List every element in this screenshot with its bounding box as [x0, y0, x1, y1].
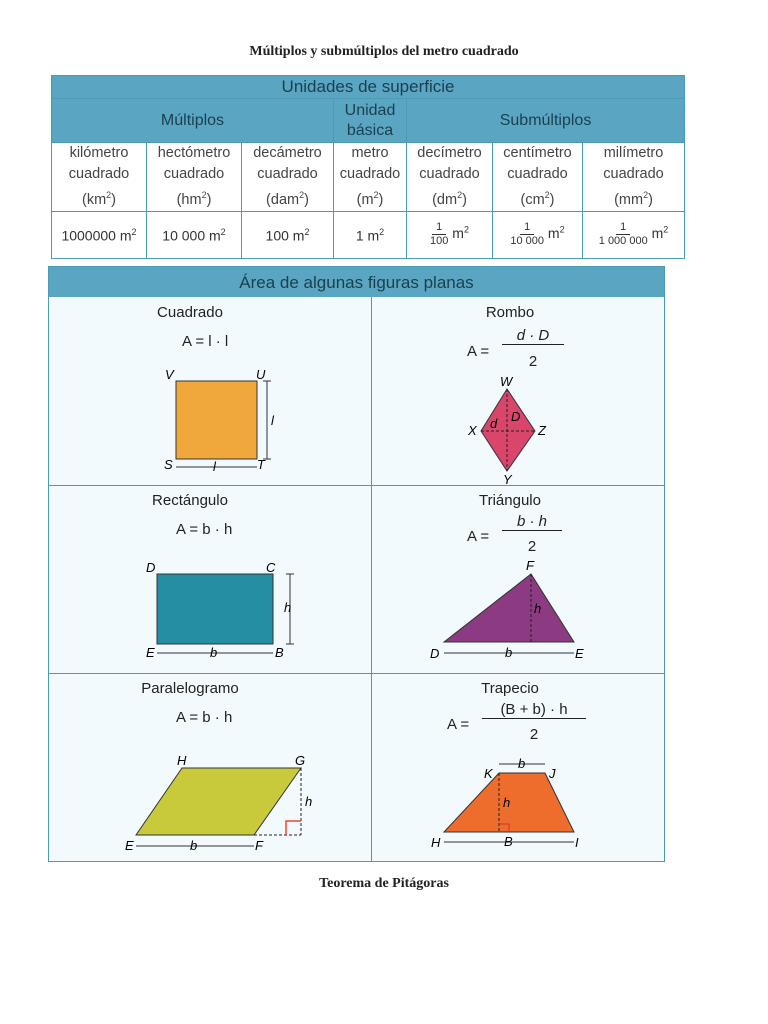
unit-name: hectómetro: [157, 145, 231, 161]
rhombus-label-d: d: [490, 416, 498, 431]
parallelogram-h-label: h: [305, 794, 313, 809]
trapezoid-label-j: J: [549, 766, 556, 781]
unit-name: decímetro: [417, 145, 482, 161]
areas-panel: [48, 266, 665, 862]
rectangle-b-label: b: [210, 645, 218, 660]
trapezoid-numerator: (B + b) · h: [482, 701, 586, 719]
unit-abbr: $(m^2)$: [356, 190, 384, 208]
square-label-s: S: [164, 457, 173, 472]
trapezoid-denominator: 2: [529, 726, 539, 743]
parallelogram-label-h: H: [177, 753, 187, 768]
unit-name-2: cuadrado: [68, 166, 130, 182]
triangle-label-f: F: [526, 558, 534, 573]
square-label-v: V: [165, 367, 174, 382]
unit-abbr: $(mm^2)$: [614, 190, 653, 208]
unit-names-row: [52, 143, 685, 212]
rectangle-label-e: E: [146, 645, 155, 660]
rhombus-label-y: Y: [503, 472, 512, 485]
parallelogram-formula: A = b · h: [176, 709, 233, 726]
unit-value: 1000000 m: [61, 227, 132, 244]
basic-unit-header: Unidad básica: [334, 99, 407, 143]
unit-value: 10 000 m: [162, 227, 221, 244]
rectangle-label-b-point: B: [275, 645, 284, 660]
triangle-name: Triángulo: [479, 492, 541, 509]
unit-name-2: cuadrado: [419, 166, 480, 182]
unit-name: centímetro: [503, 145, 572, 161]
unit-name: kilómetro: [69, 145, 129, 161]
triangle-b-label: b: [505, 645, 513, 660]
parallelogram-figure: [49, 674, 371, 862]
trapezoid-b-label: b: [518, 756, 526, 771]
unit-name-cell: [583, 143, 685, 212]
rhombus-name: Rombo: [485, 304, 535, 321]
rectangle-formula: A = b · h: [176, 521, 233, 538]
unit-fraction: $\frac{1}{10 000}$: [510, 221, 545, 248]
triangle-shape: [444, 574, 574, 642]
unit-value: 1 m: [355, 227, 380, 244]
unit-name-cell: [493, 143, 583, 212]
unit-name: decámetro: [253, 145, 322, 161]
rectangle-name: Rectángulo: [152, 492, 228, 509]
unit-name: metro: [351, 145, 389, 161]
unit-abbr: $(dm^2)$: [432, 190, 467, 208]
unit-values-row: [52, 211, 685, 258]
trapezoid-label-k: K: [484, 766, 493, 781]
unit-abbr: $(km^2)$: [81, 190, 117, 208]
unit-name-2: cuadrado: [603, 166, 664, 182]
rectangle-h-label: h: [284, 600, 292, 615]
unit-abbr: $(cm^2)$: [520, 190, 555, 208]
unit-name-2: cuadrado: [507, 166, 568, 182]
rectangle-shape: [157, 574, 273, 644]
submultiples-header: Submúltiplos: [407, 99, 685, 143]
triangle-figure: [372, 486, 664, 674]
unit-fraction: $\frac{1}{1 000 000}$: [598, 221, 648, 248]
rhombus-label-w: W: [500, 374, 513, 389]
square-label-u: U: [256, 367, 266, 382]
square-label-t: T: [257, 457, 265, 472]
unit-value-cell: $\frac{1}{100}$ $m^2$: [407, 211, 493, 258]
rhombus-denominator: 2: [528, 353, 538, 370]
parallelogram-name: Paralelogramo: [141, 680, 239, 697]
unit-value: 100 m: [265, 227, 305, 244]
rhombus-label-z: Z: [538, 423, 546, 438]
trapezoid-B-label: B: [504, 834, 513, 849]
square-shape: [176, 381, 257, 459]
rectangle-label-d: D: [146, 560, 156, 575]
parallelogram-label-f: F: [255, 838, 263, 853]
units-table: [51, 75, 685, 259]
trapezoid-name: Trapecio: [481, 680, 539, 697]
unit-name-cell: [147, 143, 242, 212]
unit-value-cell: $\frac{1}{1 000 000}$ $m^2$: [583, 211, 685, 258]
unit-fraction: $\frac{1}{100}$: [430, 221, 449, 248]
parallelogram-label-e: E: [125, 838, 134, 853]
square-cell: [49, 297, 371, 485]
parallelogram-b-label: b: [190, 838, 198, 853]
rhombus-figure: [372, 297, 664, 485]
square-base-label: l: [213, 459, 216, 474]
square-formula: A = l · l: [182, 333, 229, 350]
unit-abbr: (dam$^2$): [266, 190, 309, 208]
square-figure: [49, 297, 371, 485]
parallelogram-cell: [49, 674, 371, 862]
triangle-h-label: h: [534, 601, 542, 616]
square-name: Cuadrado: [157, 304, 223, 321]
document-title: Múltiplos y submúltiplos del metro cuadrado: [249, 44, 519, 59]
rhombus-label-x: X: [468, 423, 477, 438]
unit-abbr: $(hm^2)$: [176, 190, 212, 208]
unit-value-cell: 1000000 $m^2$: [52, 211, 147, 258]
square-side-label: l: [271, 413, 274, 428]
unit-value-cell: 1 $m^2$: [334, 211, 407, 258]
unit-name-2: cuadrado: [163, 166, 225, 182]
rhombus-cell: [372, 297, 664, 485]
triangle-denominator: 2: [527, 538, 537, 555]
trapezoid-cell: [372, 674, 664, 862]
parallelogram-label-g: G: [295, 753, 306, 768]
triangle-label-e: E: [575, 646, 584, 661]
unit-name-2: cuadrado: [339, 166, 401, 182]
rhombus-numerator: d · D: [502, 327, 564, 345]
trapezoid-formula-left: A =: [447, 716, 470, 733]
parallelogram-shape: [136, 768, 301, 835]
areas-title: Área de algunas figuras planas: [49, 267, 664, 297]
trapezoid-label-h: H: [431, 835, 441, 850]
unit-value-cell: $\frac{1}{10 000}$ $m^2$: [493, 211, 583, 258]
multiples-header: Múltiplos: [52, 99, 334, 143]
units-table-title: Unidades de superficie: [52, 76, 685, 99]
trapezoid-h-label: h: [503, 795, 511, 810]
trapezoid-figure: [372, 674, 664, 862]
triangle-label-d: D: [430, 646, 440, 661]
rectangle-label-c: C: [266, 560, 276, 575]
rhombus-formula-left: A =: [467, 343, 490, 360]
triangle-formula-left: A =: [467, 528, 490, 545]
triangle-numerator: b · h: [502, 513, 562, 531]
unit-name-cell: [334, 143, 407, 212]
unit-name-cell: [407, 143, 493, 212]
rectangle-cell: [49, 486, 371, 674]
unit-name: milímetro: [603, 145, 664, 161]
unit-name-cell: [52, 143, 147, 212]
unit-value-cell: 100 $m^2$: [242, 211, 334, 258]
rectangle-figure: [49, 486, 371, 674]
footer-title: Teorema de Pitágoras: [319, 876, 449, 891]
trapezoid-label-i: I: [575, 835, 579, 850]
rhombus-label-D: D: [511, 409, 521, 424]
triangle-cell: [372, 486, 664, 674]
unit-name-cell: [242, 143, 334, 212]
unit-name-2: cuadrado: [257, 166, 318, 182]
unit-value-cell: 10 000 $m^2$: [147, 211, 242, 258]
